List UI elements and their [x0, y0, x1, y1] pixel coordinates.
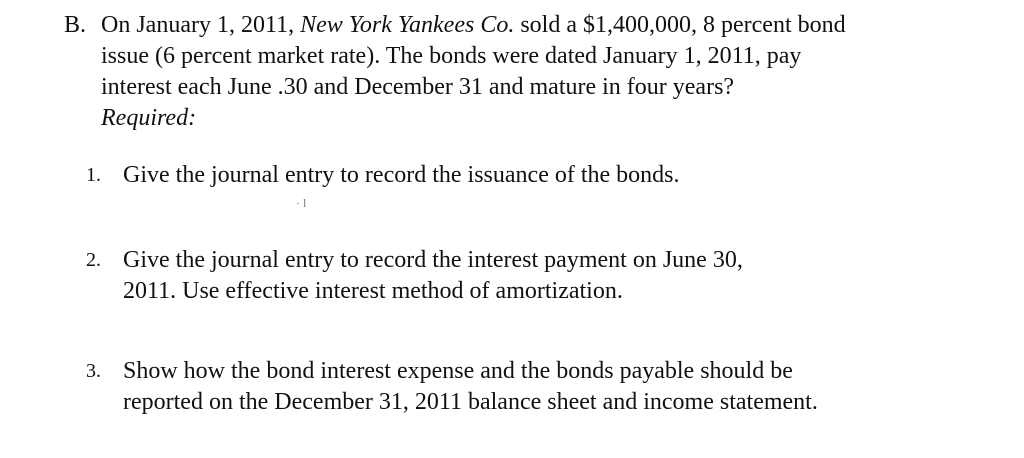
problem-line-1-suffix: sold a $1,400,000, 8 percent bond — [514, 12, 846, 38]
problem-body — [101, 10, 964, 134]
question-line: Give the journal entry to record the interest payment on June 30, — [123, 247, 743, 273]
problem-statement — [64, 10, 964, 134]
question-number: 3. — [86, 360, 101, 382]
problem-line-2: issue (6 percent market rate). The bonds were dated January 1, 2011, pay — [101, 43, 802, 69]
problem-line-3: interest each June .30 and December 31 and mature in four years? — [101, 74, 735, 100]
question-line: Show how the bond interest expense and the bonds payable should be — [123, 358, 793, 384]
question-line: reported on the December 31, 2011 balance sheet and income statement. — [123, 389, 818, 415]
question-text — [123, 245, 986, 307]
company-name: New York Yankees Co. — [300, 12, 515, 38]
question-number: 1. — [86, 164, 101, 186]
problem-letter: B. — [64, 12, 87, 38]
required-heading: Required: — [101, 105, 197, 131]
problem-line-1 — [101, 10, 964, 41]
question-text — [123, 160, 986, 191]
question-item-1 — [86, 160, 986, 191]
question-line: Give the journal entry to record the issuance of the bonds. — [123, 162, 680, 188]
question-item-3 — [86, 356, 986, 418]
question-item-2 — [86, 245, 986, 307]
problem-line-1-prefix: On January 1, 2011, — [101, 12, 301, 38]
question-number: 2. — [86, 249, 101, 271]
stray-mark: · l — [296, 196, 307, 210]
question-line: 2011. Use effective interest method of amortization. — [123, 278, 623, 304]
question-text — [123, 356, 986, 418]
